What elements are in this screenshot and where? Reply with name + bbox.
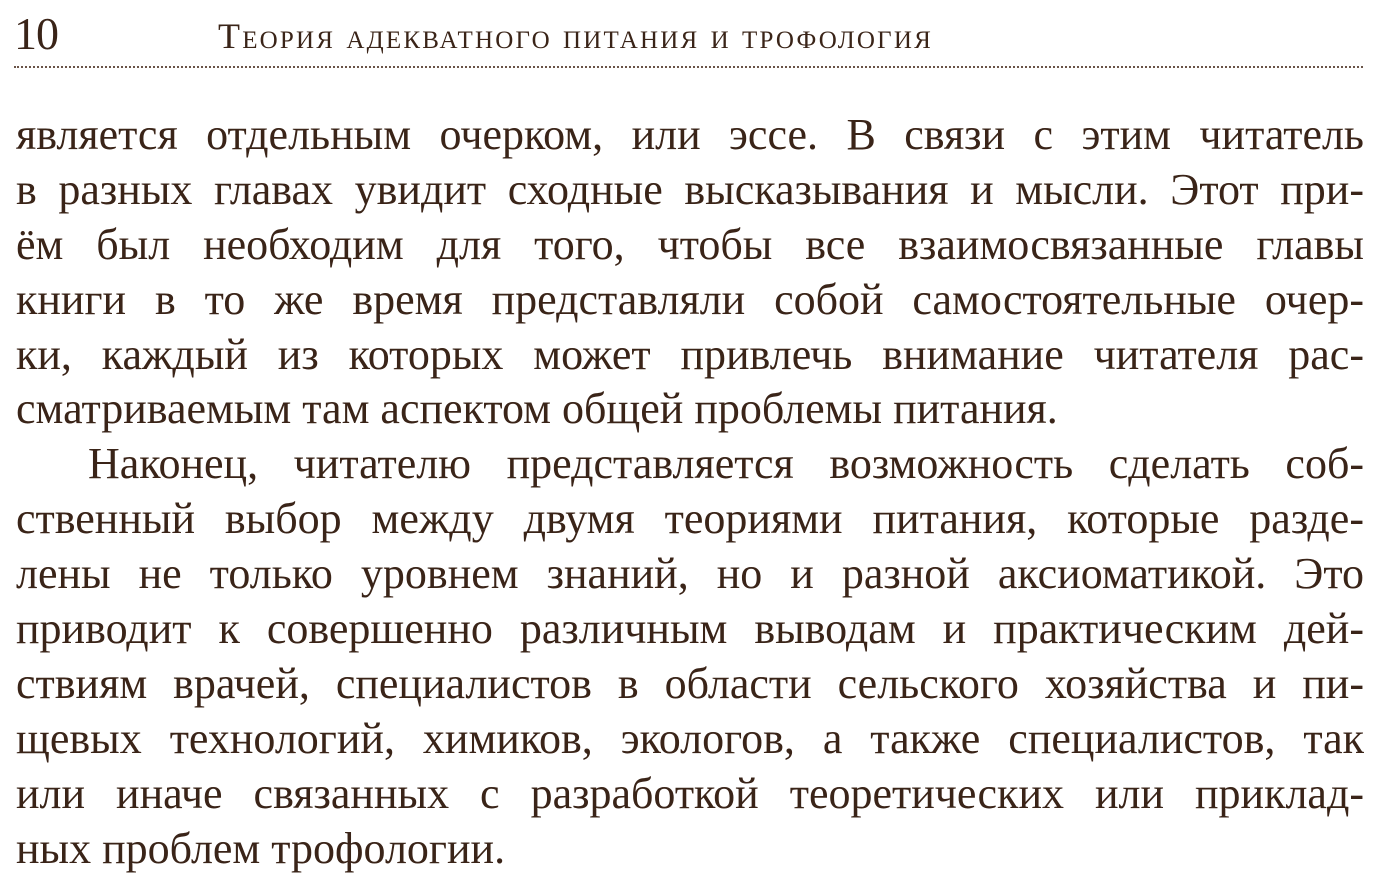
text-line: книги в то же время представляли собой самостоятельные очер-	[16, 274, 1364, 324]
text-line: щевых технологий, химиков, экологов, а также специалистов, так	[16, 713, 1364, 763]
page-number: 10	[14, 8, 58, 59]
text-line: является отдельным очерком, или эссе. В связи с этим читатель	[16, 110, 1364, 159]
text-line: лены не только уровнем знаний, но и разной аксиоматикой. Это	[16, 549, 1364, 599]
text-line: ки, каждый из которых может привлечь внимание читателя рас-	[16, 329, 1364, 379]
text-line: в разных главах увидит сходные высказывания и мысли. Этот при-	[16, 164, 1364, 214]
body-text	[16, 108, 1364, 876]
text-line: ственный выбор между двумя теориями питания, которые разде-	[16, 494, 1364, 544]
running-title: Теория адекватного питания и трофология	[218, 16, 933, 56]
page-header	[14, 8, 1366, 60]
paragraph-first-line: Наконец, читателю представляется возможность сделать соб-	[88, 439, 1364, 489]
text-line: сматриваемым там аспектом общей проблемы питания.	[16, 384, 1058, 434]
text-line: ём был необходим для того, чтобы все взаимосвязанные главы	[16, 219, 1364, 269]
text-line: ных проблем трофологии.	[16, 823, 506, 873]
text-line: приводит к совершенно различным выводам и практическим дей-	[16, 604, 1364, 654]
header-divider	[14, 66, 1363, 68]
text-line: или иначе связанных с разработкой теоретических или приклад-	[16, 768, 1364, 818]
text-line: ствиям врачей, специалистов в области сельского хозяйства и пи-	[16, 658, 1364, 708]
